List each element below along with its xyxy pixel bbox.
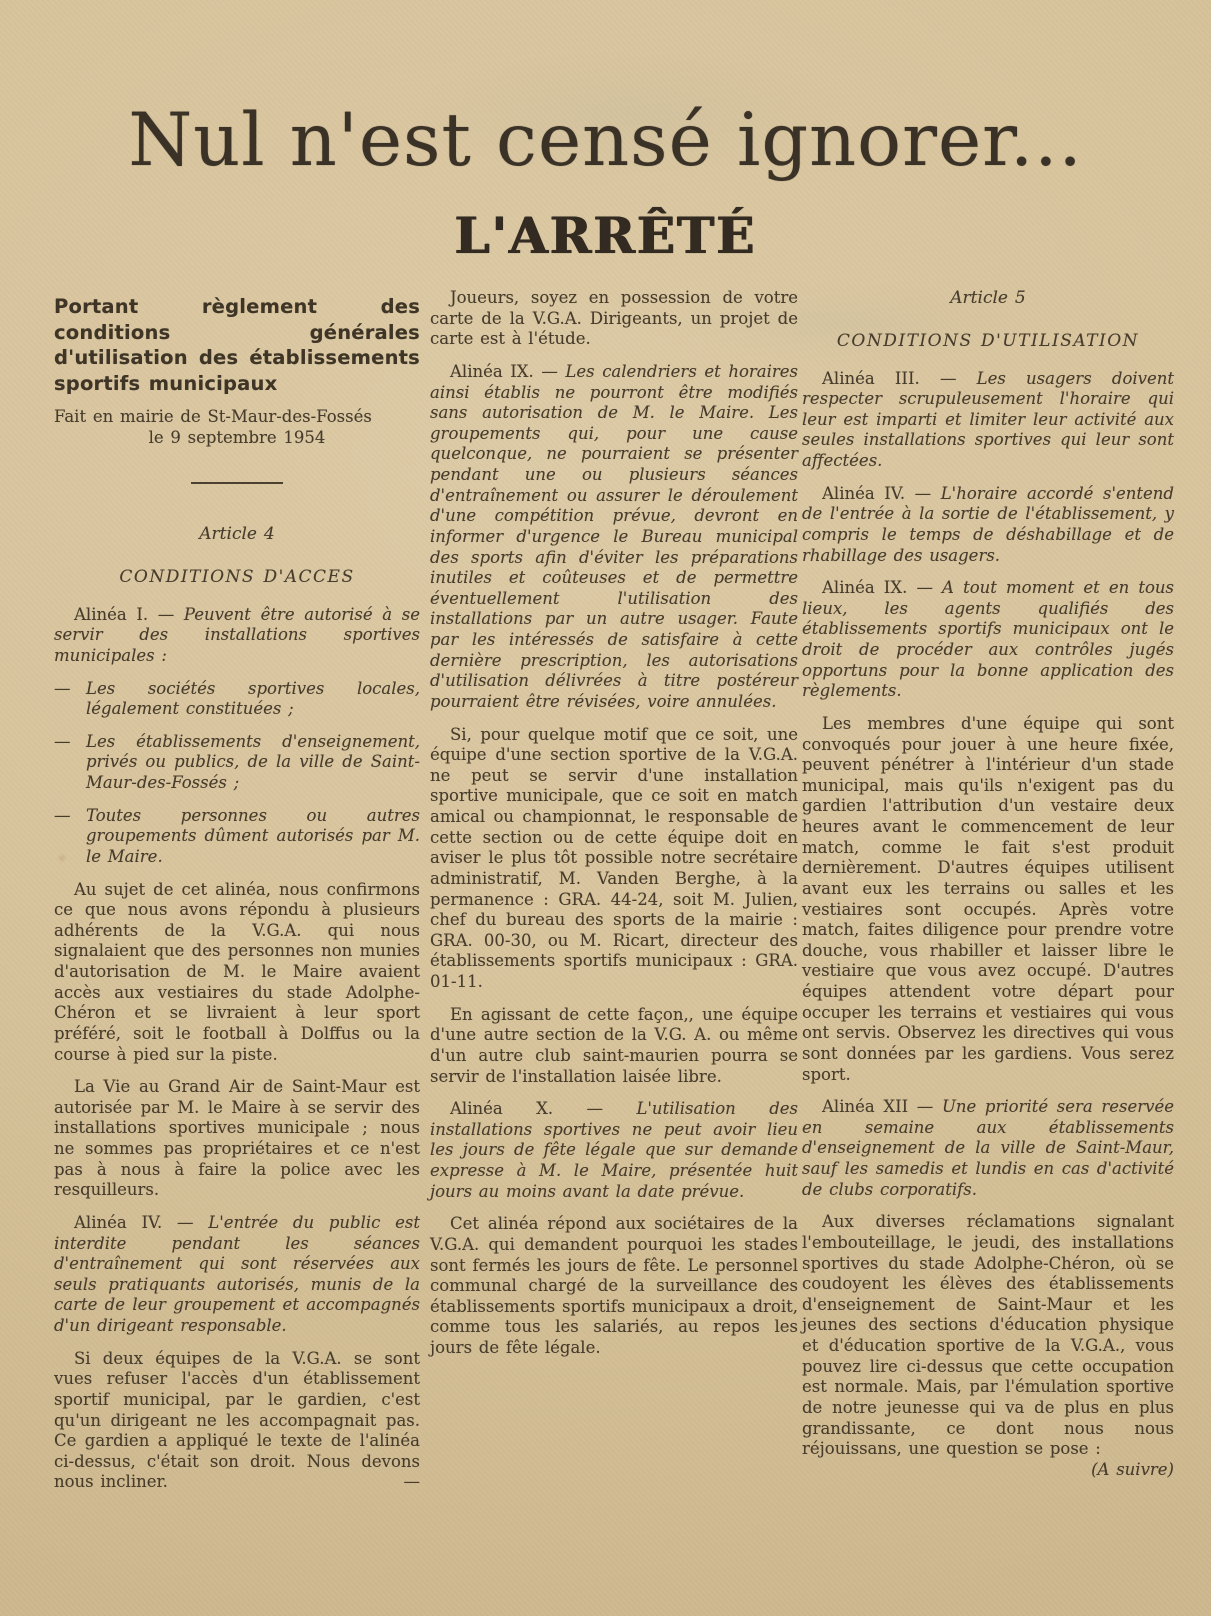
- paragraph: Joueurs, soyez en possession de votre carte de la V.G.A. Dirigeants, un projet de carte est à l'étude.: [430, 288, 798, 349]
- alinea-label: Alinéa IV.: [822, 483, 906, 503]
- alinea-text: — L'utilisation des installations sportives ne peut avoir lieu les jours de fête légale que sur demande expresse à M. le Maire, présentée huit jours au moins avant la date prévue.: [430, 1099, 799, 1201]
- alinea-label: Alinéa IX.: [450, 361, 534, 381]
- end-dash: —: [403, 1472, 420, 1492]
- dateline-line1: Fait en mairie de St-Maur-des-Fossés: [54, 406, 372, 426]
- alinea-label: Alinéa I.: [74, 604, 149, 624]
- dash-marker: —: [54, 678, 71, 698]
- paragraph: [54, 1349, 420, 1493]
- list-item: [54, 679, 420, 720]
- paragraph: En agissant de cette façon,, une équipe d'une autre section de la V.G. A. ou même d'un autre club saint-maurien pourra se servir de l'installation laisée libre.: [430, 1004, 798, 1086]
- paragraph-alinea-10: [430, 1099, 798, 1202]
- article-heading: Article 4: [199, 524, 275, 545]
- alinea-label: Alinéa IX.: [822, 578, 908, 598]
- alinea-text: — Les usagers doivent respecter scrupuleusement l'horaire qui leur est imparti et limiter leur activité aux seules installations sportives qui leur sont affectées.: [802, 368, 1174, 470]
- alinea-label: Alinéa X.: [450, 1099, 554, 1119]
- paragraph: [802, 1212, 1174, 1479]
- to-be-continued: (A suivre): [1091, 1459, 1174, 1479]
- dash-marker: —: [54, 805, 71, 825]
- middle-column: [430, 288, 798, 1371]
- alinea-text: — Peuvent être autorisé à se servir des installations sportives municipales :: [54, 604, 420, 665]
- dateline-line2: le 9 septembre 1954: [148, 427, 326, 447]
- paragraph: Cet alinéa répond aux sociétaires de la V.G.A. qui demandent pourquoi les stades sont fermés les jours de fête. Le personnel communal chargé de la surveillance des établissements sportifs municipaux a droit, comme tous les salariés, au repos les jours de fête légale.: [430, 1214, 798, 1357]
- list-item-text: Les sociétés sportives locales, légalement constituées ;: [86, 678, 420, 719]
- paragraph-text: Aux diverses réclamations signalant l'embouteillage, le jeudi, des installations sportives du stade Adolphe-Chéron, où se coudoyent les élèves des établissements d'enseignement de Saint-Maur et les jeunes des sections d'éducation physique et d'éducation sportive de la V.G.A., vous pouvez lire ci-dessus que cette occupation est normale. Mais, par l'émulation sportive de notre jeunesse qui va de plus en plus grandissante, ce dont nous nous réjouissans, une question se pose :: [802, 1212, 1174, 1459]
- paragraph-alinea-3: [802, 369, 1174, 472]
- article-heading: Article 5: [950, 288, 1026, 308]
- dash-marker: —: [54, 731, 71, 751]
- alinea-label: Alinéa IV.: [74, 1212, 163, 1232]
- paragraph-alinea-1: [54, 605, 420, 667]
- subheadline: L'ARRÊTÉ: [454, 206, 757, 265]
- paragraph: Au sujet de cet alinéa, nous confirmons ce que nous avons répondu à plusieurs adhérents de la V.G.A. qui nous signalaient que des personnes non munies d'autorisation de M. le Maire avaient accès aux vestiaires du stade Adolphe-Chéron et se livraient à leur sport préféré, soit le football à Dolffus ou la course à pied sur la piste.: [54, 879, 420, 1064]
- paragraph-alinea-4: [802, 484, 1174, 567]
- list-item: [54, 806, 420, 868]
- right-column: [802, 288, 1174, 1480]
- dateline: [54, 407, 420, 448]
- divider-rule: [191, 482, 283, 484]
- lead-paragraph: Portant règlement des conditions générales d'utilisation des établissements sportifs municipaux: [54, 295, 420, 396]
- alinea-label: Alinéa XII: [822, 1097, 909, 1117]
- paragraph-text: Si deux équipes de la V.G.A. se sont vues refuser l'accès d'un établissement sportif municipal, par le gardien, c'est qu'un dirigeant ne les accompagnait pas. Ce gardien a appliqué le texte de l'alinéa ci-dessus, c'était son droit. Nous devons nous incliner.: [54, 1348, 420, 1492]
- alinea-text: — A tout moment et en tous lieux, les agents qualifiés des établissements sportifs municipaux ont le droit de procéder aux contrôles jugés opportuns pour la bonne application des règlements.: [802, 578, 1175, 701]
- paragraph: Si, pour quelque motif que ce soit, une équipe d'une section sportive de la V.G.A. ne peut se servir d'une installation sportive municipale, que ce soit en match amical ou championnat, le responsable de cette section ou de cette équipe doit en aviser le plus tôt possible notre secrétaire administratif, M. Vanden Berghe, à la permanence : GRA. 44-24, soit M. Julien, chef du bureau des sports de la mairie : GRA. 00-30, ou M. Ricart, directeur des établissements sportifs municipaux : GRA. 01-11.: [430, 724, 798, 991]
- paragraph: La Vie au Grand Air de Saint-Maur est autorisée par M. le Maire à se servir des installations sportives municipale ; nous ne sommes pas propriétaires et ce n'est pas à nous à faire la police avec les resquilleurs.: [54, 1077, 420, 1200]
- alinea-text: — L'horaire accordé s'entend de l'entrée à la sortie de l'établissement, y compris le temps de déshabillage et de rhabillage des usagers.: [802, 483, 1174, 565]
- headline: Nul n'est censé ignorer...: [128, 98, 1083, 183]
- left-column: [54, 288, 420, 1505]
- section-heading: CONDITIONS D'ACCES: [119, 567, 355, 588]
- alinea-text: — L'entrée du public est interdite pendant les séances d'entraînement qui sont réservées aux seuls pratiquants autorisés, munis de la carte de leur groupement et accompagnés d'un dirigeant responsable.: [54, 1212, 420, 1336]
- alinea-label: Alinéa III.: [822, 368, 920, 388]
- list-item-text: Les établissements d'enseignement, privés ou publics, de la ville de Saint-Maur-des-Fossés ;: [86, 731, 420, 793]
- list-item: [54, 732, 420, 794]
- list-item-text: Toutes personnes ou autres groupements dûment autorisés par M. le Maire.: [86, 805, 420, 866]
- paragraph-alinea-9: [430, 362, 798, 713]
- paragraph-alinea-4: [54, 1213, 420, 1337]
- alinea-text: — Une priorité sera reservée en semaine aux établissements d'enseignement de la ville de Saint-Maur, sauf les samedis et lundis en cas d'activité de clubs corporatifs.: [802, 1097, 1174, 1199]
- section-heading: CONDITIONS D'UTILISATION: [836, 331, 1140, 352]
- paragraph: Les membres d'une équipe qui sont convoqués pour jouer à une heure fixée, peuvent pénétrer à l'intérieur d'un stade municipal, mais qu'ils n'exigent pas du gardien l'attribution d'un vestaire deux heures avant le commencement de leur match, comme le fait s'est produit dernièrement. D'autres équipes utilisent avant eux les terrains ou salles et les vestiaires sont occupés. Après votre match, faites diligence pour prendre votre douche, vous rhabiller et laisser libre le vestiaire que vous avez occupé. D'autres équipes attendent votre départ pour occuper les terrains et vestiaires qui vous ont servis. Observez les directives qui vous sont données par les gardiens. Vous serez sport.: [802, 713, 1174, 1084]
- paragraph-alinea-9: [802, 578, 1174, 702]
- paragraph-alinea-12: [802, 1097, 1174, 1200]
- alinea-text: — Les calendriers et horaires ainsi établis ne pourront être modifiés sans autorisation de M. le Maire. Les groupements qui, pour une cause quelconque, ne pourraient se présenter pendant une ou plusieurs séances d'entraînement ou assurer le déroulement d'une compétition prévue, devront en informer d'urgence le Bureau municipal des sports afin d'éviter les préparations inutiles et coûteuses et de permettre éventuellement l'utilisation des installations par un autre usager. Faute par les intéressés de satisfaire à cette dernière prescription, les autorisations d'utilisation délivrées à titre postéreur pourraient être révisées, voire annulées.: [430, 361, 799, 711]
